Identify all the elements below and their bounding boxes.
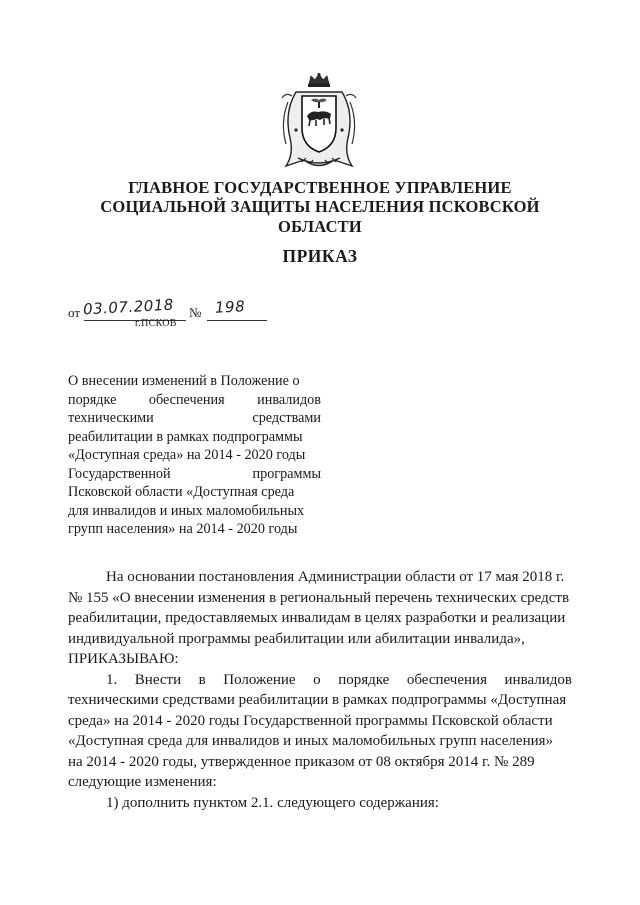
word: программы bbox=[252, 465, 321, 482]
organization-name-line1: ГЛАВНОЕ ГОСУДАРСТВЕННОЕ УПРАВЛЕНИЕ bbox=[128, 178, 512, 197]
word: обеспечения bbox=[148, 391, 225, 408]
word: о bbox=[313, 671, 321, 688]
subject-line: групп населения» на 2014 - 2020 годы bbox=[68, 521, 298, 537]
order-word: ПРИКАЗЫВАЮ: bbox=[68, 651, 179, 667]
subject-line bbox=[68, 465, 321, 484]
item1-line: среда» на 2014 - 2020 годы Государственной программы Псковской области bbox=[68, 712, 553, 729]
basis-line: индивидуальной программы реабилитации или абилитации инвалида», bbox=[68, 630, 525, 647]
subject-line: реабилитации в рамках подпрограммы bbox=[68, 428, 303, 445]
basis-line: № 155 «О внесении изменения в региональный перечень технических средств bbox=[68, 589, 570, 606]
basis-line: реабилитации, предоставляемых инвалидам в целях разработки и реализации bbox=[68, 610, 566, 626]
word: 1. bbox=[106, 671, 118, 688]
subject-line bbox=[68, 409, 321, 428]
word: средствами bbox=[252, 410, 321, 426]
item1-line bbox=[68, 670, 572, 691]
subject-line: «Доступная среда» на 2014 - 2020 годы bbox=[68, 447, 306, 463]
word: Государственной bbox=[68, 465, 171, 482]
basis-line: На основании постановления Администрации области от 17 мая 2018 г. bbox=[106, 569, 565, 585]
date-number-line bbox=[68, 295, 268, 320]
item1-line: техническими средствами реабилитации в рамках подпрограммы «Доступная bbox=[68, 692, 567, 708]
number-sign: № bbox=[189, 305, 202, 320]
item1-line: на 2014 - 2020 годы, утвержденное приказом от 08 октября 2014 г. № 289 bbox=[68, 753, 535, 770]
date-prefix: от bbox=[68, 305, 81, 320]
word: инвалидов bbox=[257, 391, 321, 408]
pskov-coat-of-arms-icon bbox=[276, 72, 362, 174]
subject-line bbox=[68, 391, 321, 410]
order-body bbox=[68, 567, 572, 813]
city-name: г.ПСКОВ bbox=[135, 318, 177, 329]
handwritten-date: 03.07.2018 bbox=[82, 295, 175, 319]
word: порядке bbox=[338, 671, 390, 688]
word: инвалидов bbox=[504, 671, 572, 688]
word: обеспечения bbox=[406, 671, 487, 688]
subject-line: О внесении изменений в Положение о bbox=[68, 373, 300, 389]
order-subject bbox=[68, 372, 321, 539]
subject-line: для инвалидов и иных маломобильных bbox=[68, 502, 305, 519]
word: техническими bbox=[68, 410, 154, 426]
word: порядке bbox=[68, 391, 117, 408]
organization-name-line2: СОЦИАЛЬНОЙ ЗАЩИТЫ НАСЕЛЕНИЯ ПСКОВСКОЙ ОБЛАСТИ bbox=[100, 197, 540, 236]
word: Положение bbox=[223, 671, 296, 688]
document-title: ПРИКАЗ bbox=[282, 246, 358, 266]
word: в bbox=[198, 671, 206, 688]
subject-line: Псковской области «Доступная среда bbox=[68, 484, 295, 500]
item1-line: «Доступная среда для инвалидов и иных маломобильных групп населения» bbox=[68, 733, 554, 749]
word: Внести bbox=[134, 671, 182, 688]
handwritten-number: 198 bbox=[214, 297, 246, 317]
number-underline bbox=[207, 320, 267, 321]
subitem1-line: 1) дополнить пунктом 2.1. следующего содержания: bbox=[106, 794, 439, 811]
item1-line: следующие изменения: bbox=[68, 774, 217, 790]
